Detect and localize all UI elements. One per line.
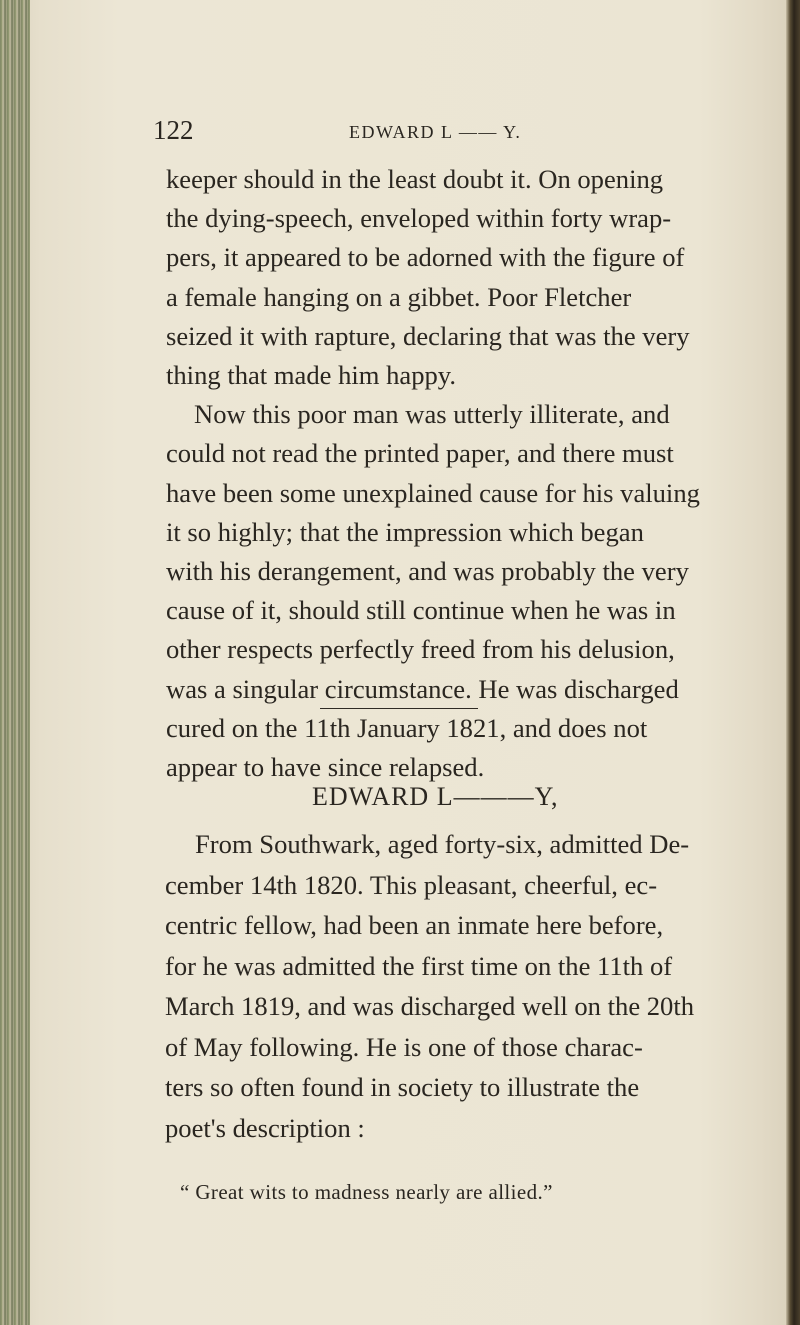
text-line: for he was admitted the first time on the 11th of <box>165 950 673 981</box>
text-line: cember 14th 1820. This pleasant, cheerful, ec- <box>165 869 658 900</box>
text-line: centric fellow, had been an inmate here before, <box>165 910 664 940</box>
text-line: other respects perfectly freed from his delusion, <box>166 634 675 665</box>
text-line: of May following. He is one of those charac- <box>165 1031 643 1062</box>
text-line: could not read the printed paper, and there must <box>166 438 674 469</box>
text-line: keeper should in the least doubt it. On opening <box>166 164 664 194</box>
text-line: thing that made him happy. <box>166 360 457 391</box>
page-edge-shadow <box>786 0 800 1325</box>
page-number: 122 <box>153 115 194 145</box>
entry-paragraph <box>165 824 755 1148</box>
quotation: “ Great wits to madness nearly are allied.” <box>180 1180 553 1204</box>
section-heading: EDWARD L———Y, <box>312 782 559 811</box>
text-line: cured on the 11th January 1821, and does not <box>166 712 648 743</box>
text-line: the dying-speech, enveloped within forty wrap- <box>166 203 672 234</box>
text-line: poet's description : <box>165 1112 365 1143</box>
text-line: From Southwark, aged forty-six, admitted De- <box>195 829 690 859</box>
text-line: have been some unexplained cause for his valuing <box>166 477 700 508</box>
page-header <box>153 115 573 145</box>
text-line: was a singular circumstance. He was discharged <box>166 673 679 704</box>
running-head: EDWARD L —— Y. <box>349 122 522 142</box>
text-line: March 1819, and was discharged well on the 20th <box>165 991 695 1021</box>
text-line: appear to have since relapsed. <box>166 752 485 783</box>
section-divider <box>320 708 478 709</box>
text-line: pers, it appeared to be adorned with the figure of <box>166 242 685 273</box>
text-line: it so highly; that the impression which began <box>166 516 644 547</box>
book-binding-edge <box>0 0 30 1325</box>
text-line: with his derangement, and was probably the very <box>166 556 689 587</box>
text-line: a female hanging on a gibbet. Poor Fletcher <box>166 281 632 312</box>
body-paragraphs <box>166 160 746 787</box>
text-line: ters so often found in society to illustrate the <box>165 1072 640 1102</box>
text-line: Now this poor man was utterly illiterate, and <box>194 399 670 430</box>
text-line: cause of it, should still continue when he was in <box>166 595 676 626</box>
text-line: seized it with rapture, declaring that was the very <box>166 320 690 351</box>
